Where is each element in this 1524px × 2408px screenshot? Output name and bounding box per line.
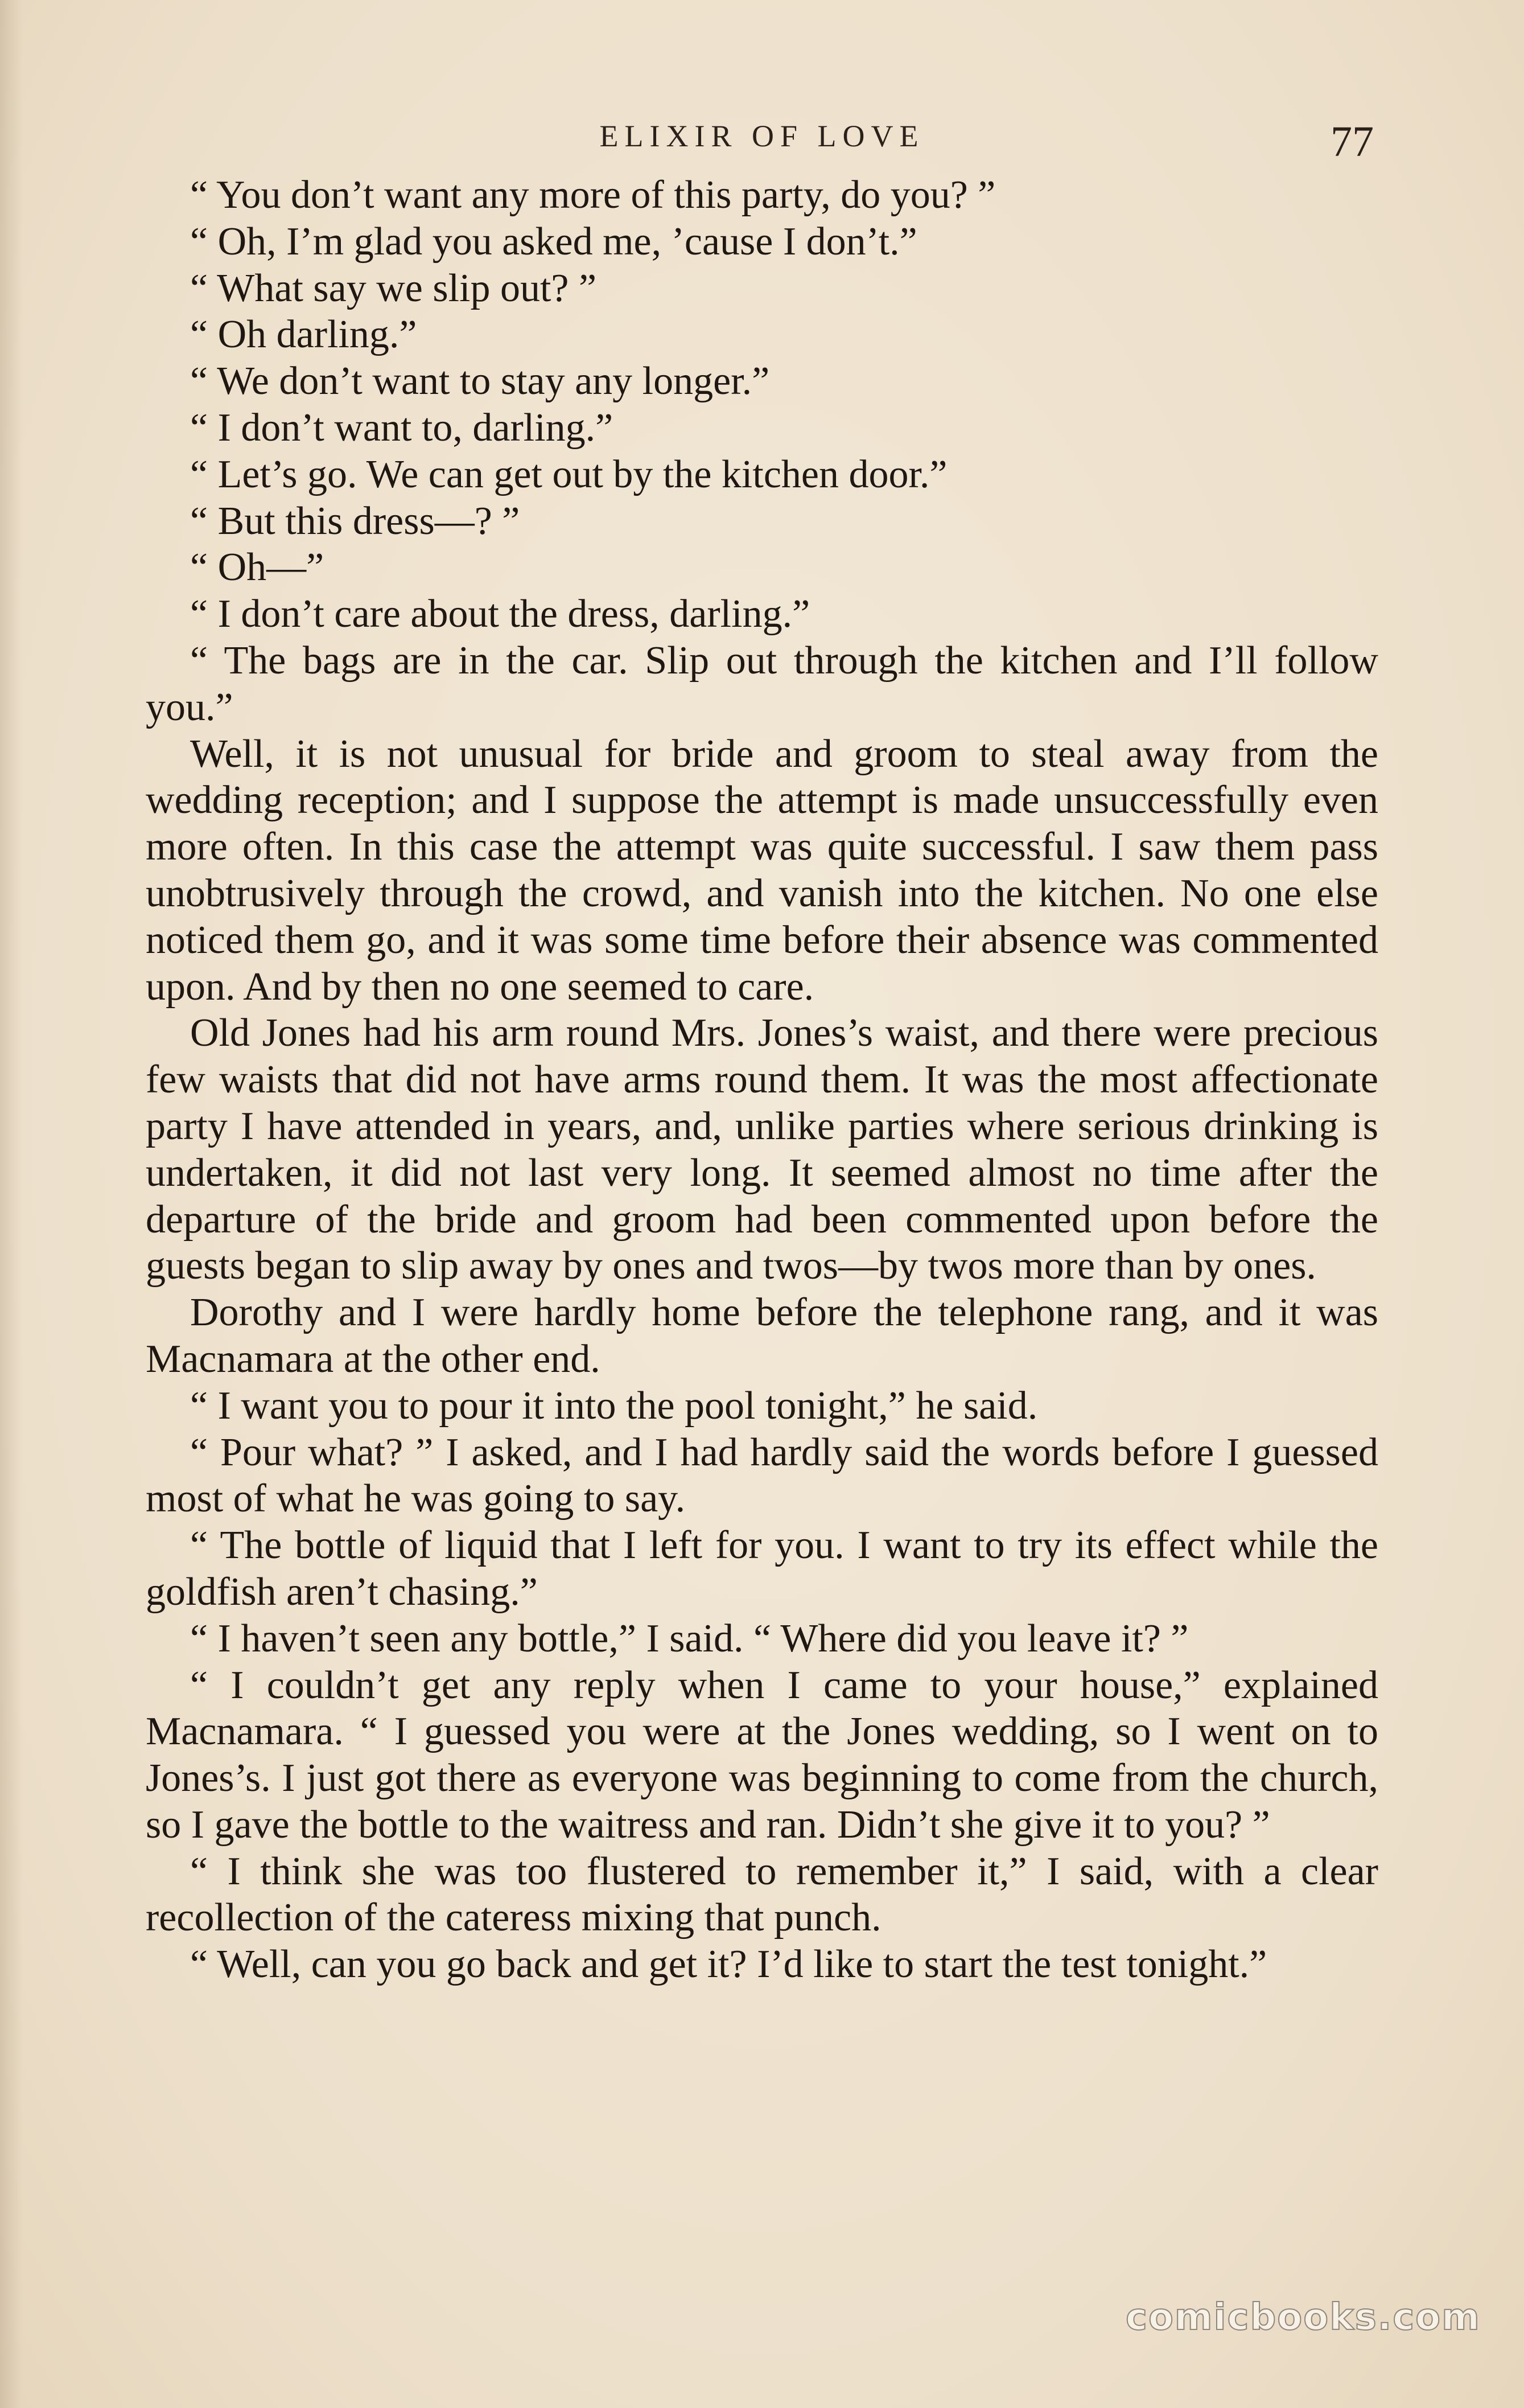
paragraph: “ Oh darling.” bbox=[190, 313, 417, 357]
paragraph: “ I think she was too flustered to remember it,” I said, with a clear recollection of the cateress mixing that punch. bbox=[146, 1849, 1378, 1940]
paragraph: “ The bottle of liquid that I left for you. I want to try its effect while the goldfish aren’t chasing.” bbox=[146, 1523, 1378, 1614]
page-number: 77 bbox=[1331, 118, 1374, 166]
paragraph: “ What say we slip out? ” bbox=[190, 266, 597, 310]
paragraph: “ You don’t want any more of this party, do you? ” bbox=[190, 173, 996, 217]
paragraph: “ I want you to pour it into the pool tonight,” he said. bbox=[190, 1383, 1038, 1428]
paragraph: Old Jones had his arm round Mrs. Jones’s waist, and there were precious few waists that did not have arms round them. It was the most affectionate party I have attended in years, and, unlike parties where serious drinking is undertaken, it did not last very long. It seemed almost no time after the departure of the bride and groom had been commented upon before the guests began to slip away by ones and twos—by twos more than by ones. bbox=[146, 1011, 1378, 1288]
paragraph: “ The bags are in the car. Slip out through the kitchen and I’ll follow you.” bbox=[146, 638, 1378, 729]
paragraph: “ We don’t want to stay any longer.” bbox=[190, 359, 770, 404]
paragraph: “ Let’s go. We can get out by the kitchen door.” bbox=[190, 452, 948, 496]
paragraph: Well, it is not unusual for bride and groom to steal away from the wedding reception; and I suppose the attempt is made unsuccessfully even more often. In this case the attempt was quite successful. I saw them pass unobtrusively through the crowd, and vanish into the kitchen. No one else noticed them go, and it was some time before their absence was commented upon. And by then no one seemed to care. bbox=[146, 732, 1378, 1009]
paragraph: “ I haven’t seen any bottle,” I said. “ Where did you leave it? ” bbox=[190, 1616, 1189, 1661]
site-watermark: comicbooks.com bbox=[1126, 2296, 1481, 2339]
paragraph: “ I couldn’t get any reply when I came to your house,” explained Macnamara. “ I guessed you were at the Jones wedding, so I went on to Jones’s. I just got there as everyone was beginning to come from the church, so I gave the bottle to the waitress and ran. Didn’t she give it to you? ” bbox=[146, 1663, 1378, 1847]
running-head: ELIXIR OF LOVE bbox=[599, 119, 925, 153]
paragraph: “ Well, can you go back and get it? I’d like to start the test tonight.” bbox=[190, 1942, 1267, 1987]
page-gutter-shadow bbox=[0, 0, 23, 2408]
paragraph: Dorothy and I were hardly home before the telephone rang, and it was Macnamara at the other end. bbox=[146, 1291, 1378, 1381]
paragraph: “ Oh—” bbox=[190, 545, 324, 590]
paragraph: “ But this dress—? ” bbox=[190, 499, 520, 543]
paragraph: “ I don’t want to, darling.” bbox=[190, 405, 613, 450]
body-text bbox=[146, 172, 1378, 1988]
paragraph: “ Oh, I’m glad you asked me, ’cause I don’t.” bbox=[190, 219, 917, 264]
paragraph: “ Pour what? ” I asked, and I had hardly said the words before I guessed most of what he was going to say. bbox=[146, 1430, 1378, 1521]
paragraph: “ I don’t care about the dress, darling.” bbox=[190, 592, 810, 636]
